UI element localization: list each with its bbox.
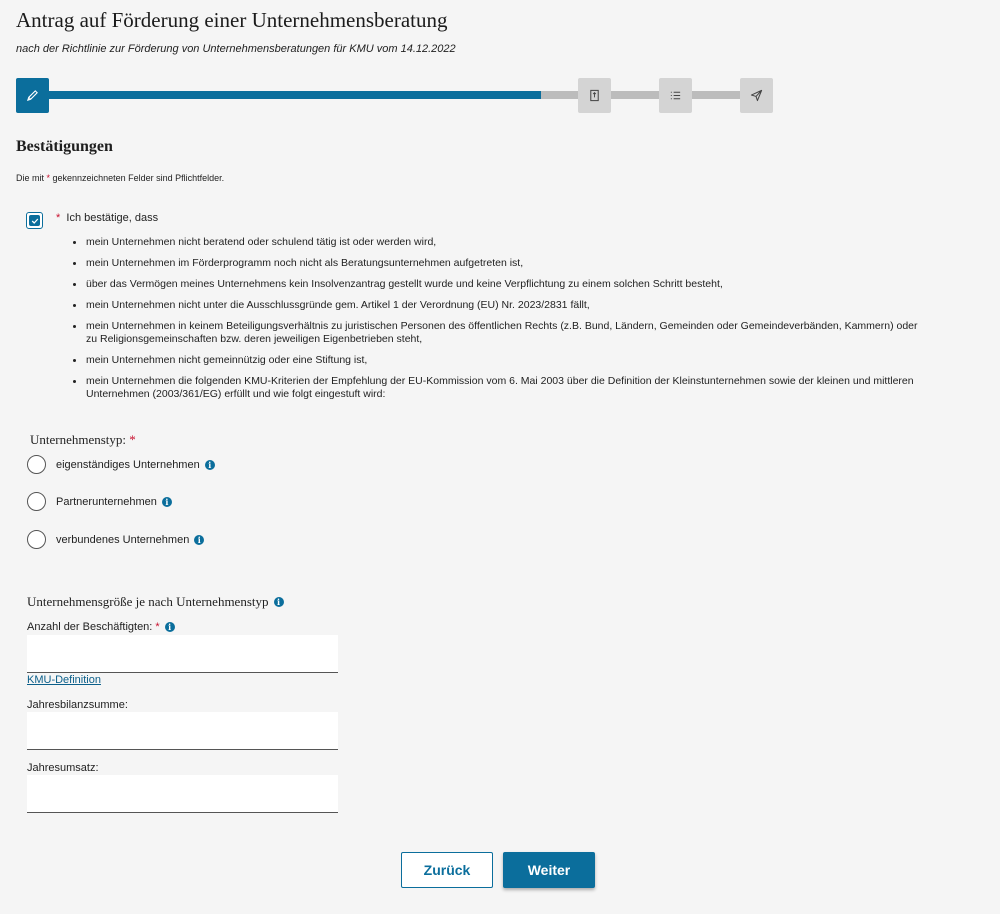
- list-item: mein Unternehmen die folgenden KMU-Kriterien der Empfehlung der EU-Kommission vom 6. Mai 2003 über die Definition der Kleinstunternehmen sowie der kleinen und mittleren Unternehmen (2003/361/EG) erfüllt und wie folgt eingestuft wird:: [71, 375, 931, 401]
- document-icon: [588, 89, 601, 102]
- radio-button[interactable]: [27, 530, 46, 549]
- employees-input[interactable]: [27, 635, 338, 673]
- progress-fill: [30, 91, 541, 99]
- list-item: mein Unternehmen in keinem Beteiligungsverhältnis zu juristischen Personen des öffentlichen Rechts (z.B. Bund, Ländern, Gemeinden oder Gemeindeverbänden, Kammern) oder zu Religionsgemeinschaften bzw. deren jeweiligen Eigenbetrieben steht,: [71, 320, 931, 346]
- confirmation-checkbox[interactable]: [26, 212, 43, 229]
- info-icon[interactable]: i: [162, 497, 172, 507]
- list-item: mein Unternehmen nicht gemeinnützig oder eine Stiftung ist,: [71, 354, 931, 367]
- step-documents[interactable]: [578, 78, 611, 113]
- list-item: mein Unternehmen im Förderprogramm noch nicht als Beratungsunternehmen aufgetreten ist,: [71, 257, 931, 270]
- next-button[interactable]: Weiter: [503, 852, 595, 888]
- radio-label: eigenständiges Unternehmen: [56, 458, 200, 471]
- radio-affiliated[interactable]: [27, 530, 204, 549]
- company-size-heading: Unternehmensgröße je nach Unternehmenstyp i: [27, 594, 284, 610]
- info-icon[interactable]: i: [194, 535, 204, 545]
- info-icon[interactable]: i: [274, 597, 284, 607]
- checkbox-check-icon: [29, 215, 40, 226]
- company-type-label: Unternehmenstyp: *: [30, 432, 136, 447]
- kmu-definition-link[interactable]: KMU-Definition: [27, 674, 101, 686]
- step-send[interactable]: [740, 78, 773, 113]
- required-fields-note: Die mit * gekennzeichneten Felder sind Pflichtfelder.: [16, 173, 225, 183]
- balance-sheet-input[interactable]: [27, 712, 338, 750]
- radio-independent[interactable]: [27, 455, 215, 474]
- page-subtitle: nach der Richtlinie zur Förderung von Unternehmensberatungen für KMU vom 14.12.2022: [16, 43, 456, 55]
- revenue-input[interactable]: [27, 775, 338, 813]
- list-item: über das Vermögen meines Unternehmens kein Insolvenzantrag gestellt wurde und keine Verpflichtung zu einem solchen Schritt besteht,: [71, 278, 931, 291]
- send-icon: [750, 89, 763, 102]
- step-summary[interactable]: [659, 78, 692, 113]
- radio-button[interactable]: [27, 492, 46, 511]
- employees-label: Anzahl der Beschäftigten: * i: [27, 621, 175, 633]
- info-icon[interactable]: i: [165, 622, 175, 632]
- back-button[interactable]: Zurück: [401, 852, 493, 888]
- page-title: Antrag auf Förderung einer Unternehmensberatung: [16, 8, 448, 32]
- balance-sheet-label: Jahresbilanzsumme:: [27, 699, 128, 711]
- radio-label: Partnerunternehmen: [56, 495, 157, 508]
- section-title: Bestätigungen: [16, 138, 113, 155]
- pencil-icon: [26, 89, 39, 102]
- radio-partner[interactable]: [27, 492, 172, 511]
- radio-button[interactable]: [27, 455, 46, 474]
- list-item: mein Unternehmen nicht unter die Ausschlussgründe gem. Artikel 1 der Verordnung (EU) Nr. 2023/2831 fällt,: [71, 299, 931, 312]
- radio-label: verbundenes Unternehmen: [56, 533, 190, 546]
- info-icon[interactable]: i: [205, 460, 215, 470]
- list-item: mein Unternehmen nicht beratend oder schulend tätig ist oder werden wird,: [71, 236, 931, 249]
- confirmation-list: [71, 236, 931, 409]
- step-edit[interactable]: [16, 78, 49, 113]
- revenue-label: Jahresumsatz:: [27, 762, 99, 774]
- list-icon: [669, 89, 682, 102]
- confirmation-label: * Ich bestätige, dass: [56, 212, 159, 224]
